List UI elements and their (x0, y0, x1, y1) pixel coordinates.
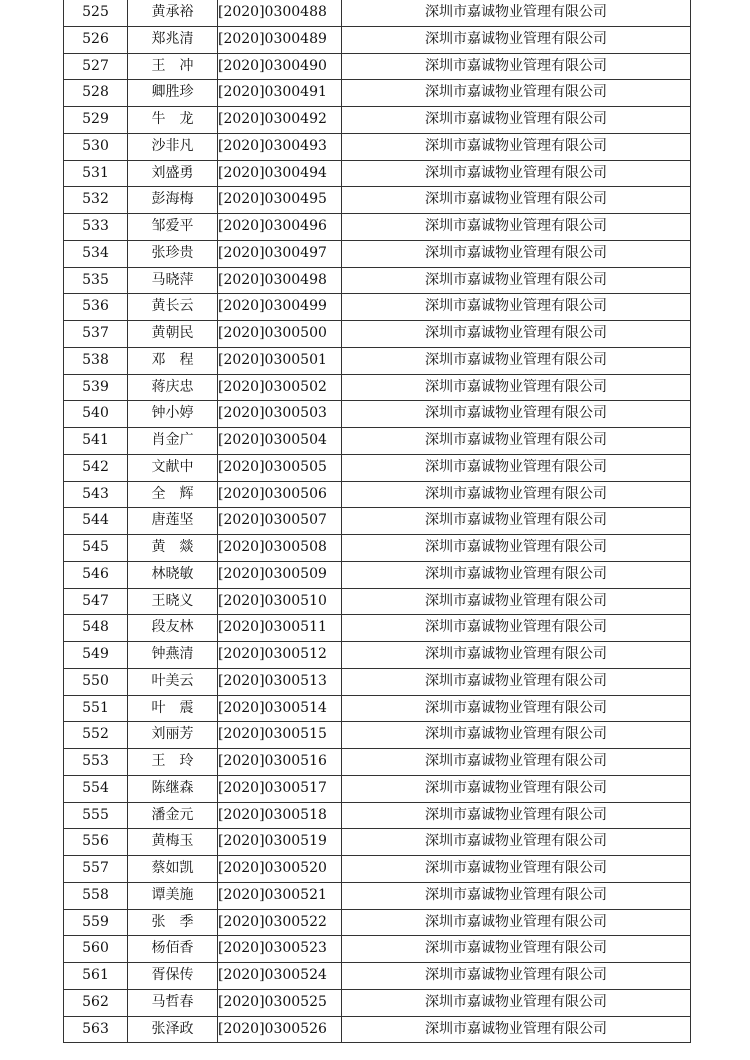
table-row (64, 508, 691, 535)
certificate-number-cell: [2020]0300505 (218, 454, 342, 481)
company-name-cell: 深圳市嘉诚物业管理有限公司 (342, 936, 691, 963)
table-row (64, 53, 691, 80)
company-name-cell: 深圳市嘉诚物业管理有限公司 (342, 963, 691, 990)
person-name-cell: 林晓敏 (128, 561, 218, 588)
table-row (64, 107, 691, 134)
row-number-cell: 534 (64, 240, 128, 267)
company-name-cell: 深圳市嘉诚物业管理有限公司 (342, 133, 691, 160)
certificate-number-cell: [2020]0300506 (218, 481, 342, 508)
certificate-number-cell: [2020]0300488 (218, 0, 342, 26)
company-name-cell: 深圳市嘉诚物业管理有限公司 (342, 80, 691, 107)
row-number-cell: 545 (64, 535, 128, 562)
company-name-cell: 深圳市嘉诚物业管理有限公司 (342, 240, 691, 267)
table-row (64, 882, 691, 909)
company-name-cell: 深圳市嘉诚物业管理有限公司 (342, 428, 691, 455)
certificate-number-cell: [2020]0300524 (218, 963, 342, 990)
row-number-cell: 529 (64, 107, 128, 134)
certificate-number-cell: [2020]0300494 (218, 160, 342, 187)
person-name-cell: 张 季 (128, 909, 218, 936)
table-row (64, 668, 691, 695)
certificate-number-cell: [2020]0300507 (218, 508, 342, 535)
row-number-cell: 547 (64, 588, 128, 615)
company-name-cell: 深圳市嘉诚物业管理有限公司 (342, 775, 691, 802)
company-name-cell: 深圳市嘉诚物业管理有限公司 (342, 695, 691, 722)
row-number-cell: 552 (64, 722, 128, 749)
company-name-cell: 深圳市嘉诚物业管理有限公司 (342, 829, 691, 856)
row-number-cell: 558 (64, 882, 128, 909)
person-name-cell: 马哲春 (128, 989, 218, 1016)
certificate-number-cell: [2020]0300521 (218, 882, 342, 909)
row-number-cell: 549 (64, 642, 128, 669)
row-number-cell: 528 (64, 80, 128, 107)
person-name-cell: 卿胜珍 (128, 80, 218, 107)
company-name-cell: 深圳市嘉诚物业管理有限公司 (342, 856, 691, 883)
company-name-cell: 深圳市嘉诚物业管理有限公司 (342, 481, 691, 508)
company-name-cell: 深圳市嘉诚物业管理有限公司 (342, 26, 691, 53)
row-number-cell: 536 (64, 294, 128, 321)
table-row (64, 454, 691, 481)
table-row (64, 294, 691, 321)
row-number-cell: 541 (64, 428, 128, 455)
company-name-cell: 深圳市嘉诚物业管理有限公司 (342, 882, 691, 909)
company-name-cell: 深圳市嘉诚物业管理有限公司 (342, 749, 691, 776)
person-name-cell: 刘丽芳 (128, 722, 218, 749)
person-name-cell: 黄梅玉 (128, 829, 218, 856)
company-name-cell: 深圳市嘉诚物业管理有限公司 (342, 989, 691, 1016)
certificate-number-cell: [2020]0300492 (218, 107, 342, 134)
table-row (64, 588, 691, 615)
person-name-cell: 钟燕清 (128, 642, 218, 669)
certificate-number-cell: [2020]0300491 (218, 80, 342, 107)
certificate-number-cell: [2020]0300513 (218, 668, 342, 695)
person-name-cell: 胥保传 (128, 963, 218, 990)
table-row (64, 26, 691, 53)
row-number-cell: 553 (64, 749, 128, 776)
row-number-cell: 556 (64, 829, 128, 856)
company-name-cell: 深圳市嘉诚物业管理有限公司 (342, 267, 691, 294)
certificate-number-cell: [2020]0300489 (218, 26, 342, 53)
table-row (64, 936, 691, 963)
person-name-cell: 谭美施 (128, 882, 218, 909)
table-row (64, 775, 691, 802)
registry-table-container (63, 0, 687, 1043)
certificate-number-cell: [2020]0300523 (218, 936, 342, 963)
table-row (64, 321, 691, 348)
row-number-cell: 551 (64, 695, 128, 722)
company-name-cell: 深圳市嘉诚物业管理有限公司 (342, 588, 691, 615)
table-row (64, 749, 691, 776)
person-name-cell: 郑兆清 (128, 26, 218, 53)
row-number-cell: 562 (64, 989, 128, 1016)
company-name-cell: 深圳市嘉诚物业管理有限公司 (342, 561, 691, 588)
row-number-cell: 533 (64, 214, 128, 241)
company-name-cell: 深圳市嘉诚物业管理有限公司 (342, 347, 691, 374)
row-number-cell: 550 (64, 668, 128, 695)
row-number-cell: 557 (64, 856, 128, 883)
row-number-cell: 531 (64, 160, 128, 187)
person-name-cell: 黄朝民 (128, 321, 218, 348)
registry-table (63, 0, 691, 1043)
table-row (64, 0, 691, 26)
certificate-number-cell: [2020]0300496 (218, 214, 342, 241)
row-number-cell: 548 (64, 615, 128, 642)
person-name-cell: 唐莲坚 (128, 508, 218, 535)
certificate-number-cell: [2020]0300504 (218, 428, 342, 455)
company-name-cell: 深圳市嘉诚物业管理有限公司 (342, 642, 691, 669)
table-row (64, 133, 691, 160)
person-name-cell: 文献中 (128, 454, 218, 481)
certificate-number-cell: [2020]0300510 (218, 588, 342, 615)
certificate-number-cell: [2020]0300517 (218, 775, 342, 802)
table-row (64, 214, 691, 241)
table-row (64, 722, 691, 749)
certificate-number-cell: [2020]0300499 (218, 294, 342, 321)
certificate-number-cell: [2020]0300508 (218, 535, 342, 562)
row-number-cell: 539 (64, 374, 128, 401)
table-row (64, 347, 691, 374)
row-number-cell: 559 (64, 909, 128, 936)
row-number-cell: 560 (64, 936, 128, 963)
row-number-cell: 563 (64, 1016, 128, 1043)
company-name-cell: 深圳市嘉诚物业管理有限公司 (342, 454, 691, 481)
person-name-cell: 全 辉 (128, 481, 218, 508)
row-number-cell: 532 (64, 187, 128, 214)
table-row (64, 642, 691, 669)
row-number-cell: 561 (64, 963, 128, 990)
table-row (64, 401, 691, 428)
certificate-number-cell: [2020]0300495 (218, 187, 342, 214)
row-number-cell: 537 (64, 321, 128, 348)
row-number-cell: 543 (64, 481, 128, 508)
certificate-number-cell: [2020]0300516 (218, 749, 342, 776)
certificate-number-cell: [2020]0300514 (218, 695, 342, 722)
registry-table-body (64, 0, 691, 1043)
table-row (64, 802, 691, 829)
certificate-number-cell: [2020]0300493 (218, 133, 342, 160)
person-name-cell: 彭海梅 (128, 187, 218, 214)
table-row (64, 695, 691, 722)
company-name-cell: 深圳市嘉诚物业管理有限公司 (342, 909, 691, 936)
certificate-number-cell: [2020]0300520 (218, 856, 342, 883)
person-name-cell: 王 玲 (128, 749, 218, 776)
person-name-cell: 陈继森 (128, 775, 218, 802)
row-number-cell: 530 (64, 133, 128, 160)
table-row (64, 829, 691, 856)
person-name-cell: 段友林 (128, 615, 218, 642)
person-name-cell: 杨佰香 (128, 936, 218, 963)
table-row (64, 1016, 691, 1043)
certificate-number-cell: [2020]0300490 (218, 53, 342, 80)
person-name-cell: 黄 燚 (128, 535, 218, 562)
row-number-cell: 555 (64, 802, 128, 829)
table-row (64, 187, 691, 214)
company-name-cell: 深圳市嘉诚物业管理有限公司 (342, 214, 691, 241)
company-name-cell: 深圳市嘉诚物业管理有限公司 (342, 187, 691, 214)
row-number-cell: 538 (64, 347, 128, 374)
certificate-number-cell: [2020]0300519 (218, 829, 342, 856)
person-name-cell: 邹爱平 (128, 214, 218, 241)
table-row (64, 561, 691, 588)
person-name-cell: 刘盛勇 (128, 160, 218, 187)
table-row (64, 856, 691, 883)
person-name-cell: 王 冲 (128, 53, 218, 80)
person-name-cell: 黄长云 (128, 294, 218, 321)
person-name-cell: 钟小婷 (128, 401, 218, 428)
certificate-number-cell: [2020]0300498 (218, 267, 342, 294)
person-name-cell: 肖金广 (128, 428, 218, 455)
company-name-cell: 深圳市嘉诚物业管理有限公司 (342, 508, 691, 535)
person-name-cell: 蒋庆忠 (128, 374, 218, 401)
person-name-cell: 黄承裕 (128, 0, 218, 26)
table-row (64, 374, 691, 401)
row-number-cell: 544 (64, 508, 128, 535)
certificate-number-cell: [2020]0300525 (218, 989, 342, 1016)
company-name-cell: 深圳市嘉诚物业管理有限公司 (342, 401, 691, 428)
person-name-cell: 叶美云 (128, 668, 218, 695)
certificate-number-cell: [2020]0300497 (218, 240, 342, 267)
company-name-cell: 深圳市嘉诚物业管理有限公司 (342, 615, 691, 642)
certificate-number-cell: [2020]0300515 (218, 722, 342, 749)
row-number-cell: 542 (64, 454, 128, 481)
company-name-cell: 深圳市嘉诚物业管理有限公司 (342, 722, 691, 749)
table-row (64, 160, 691, 187)
row-number-cell: 535 (64, 267, 128, 294)
company-name-cell: 深圳市嘉诚物业管理有限公司 (342, 294, 691, 321)
certificate-number-cell: [2020]0300500 (218, 321, 342, 348)
company-name-cell: 深圳市嘉诚物业管理有限公司 (342, 535, 691, 562)
person-name-cell: 邓 程 (128, 347, 218, 374)
certificate-number-cell: [2020]0300509 (218, 561, 342, 588)
certificate-number-cell: [2020]0300511 (218, 615, 342, 642)
row-number-cell: 546 (64, 561, 128, 588)
table-row (64, 615, 691, 642)
company-name-cell: 深圳市嘉诚物业管理有限公司 (342, 668, 691, 695)
table-row (64, 909, 691, 936)
table-row (64, 989, 691, 1016)
person-name-cell: 潘金元 (128, 802, 218, 829)
company-name-cell: 深圳市嘉诚物业管理有限公司 (342, 107, 691, 134)
company-name-cell: 深圳市嘉诚物业管理有限公司 (342, 374, 691, 401)
person-name-cell: 叶 震 (128, 695, 218, 722)
certificate-number-cell: [2020]0300512 (218, 642, 342, 669)
table-row (64, 240, 691, 267)
table-row (64, 481, 691, 508)
person-name-cell: 张泽政 (128, 1016, 218, 1043)
certificate-number-cell: [2020]0300501 (218, 347, 342, 374)
row-number-cell: 540 (64, 401, 128, 428)
table-row (64, 80, 691, 107)
table-row (64, 267, 691, 294)
certificate-number-cell: [2020]0300502 (218, 374, 342, 401)
certificate-number-cell: [2020]0300518 (218, 802, 342, 829)
company-name-cell: 深圳市嘉诚物业管理有限公司 (342, 802, 691, 829)
person-name-cell: 牛 龙 (128, 107, 218, 134)
person-name-cell: 张珍贵 (128, 240, 218, 267)
person-name-cell: 马晓萍 (128, 267, 218, 294)
certificate-number-cell: [2020]0300522 (218, 909, 342, 936)
table-row (64, 428, 691, 455)
row-number-cell: 526 (64, 26, 128, 53)
row-number-cell: 525 (64, 0, 128, 26)
person-name-cell: 沙非凡 (128, 133, 218, 160)
certificate-number-cell: [2020]0300526 (218, 1016, 342, 1043)
table-row (64, 535, 691, 562)
company-name-cell: 深圳市嘉诚物业管理有限公司 (342, 160, 691, 187)
table-row (64, 963, 691, 990)
company-name-cell: 深圳市嘉诚物业管理有限公司 (342, 1016, 691, 1043)
row-number-cell: 527 (64, 53, 128, 80)
row-number-cell: 554 (64, 775, 128, 802)
person-name-cell: 蔡如凯 (128, 856, 218, 883)
company-name-cell: 深圳市嘉诚物业管理有限公司 (342, 0, 691, 26)
company-name-cell: 深圳市嘉诚物业管理有限公司 (342, 53, 691, 80)
certificate-number-cell: [2020]0300503 (218, 401, 342, 428)
person-name-cell: 王晓义 (128, 588, 218, 615)
company-name-cell: 深圳市嘉诚物业管理有限公司 (342, 321, 691, 348)
